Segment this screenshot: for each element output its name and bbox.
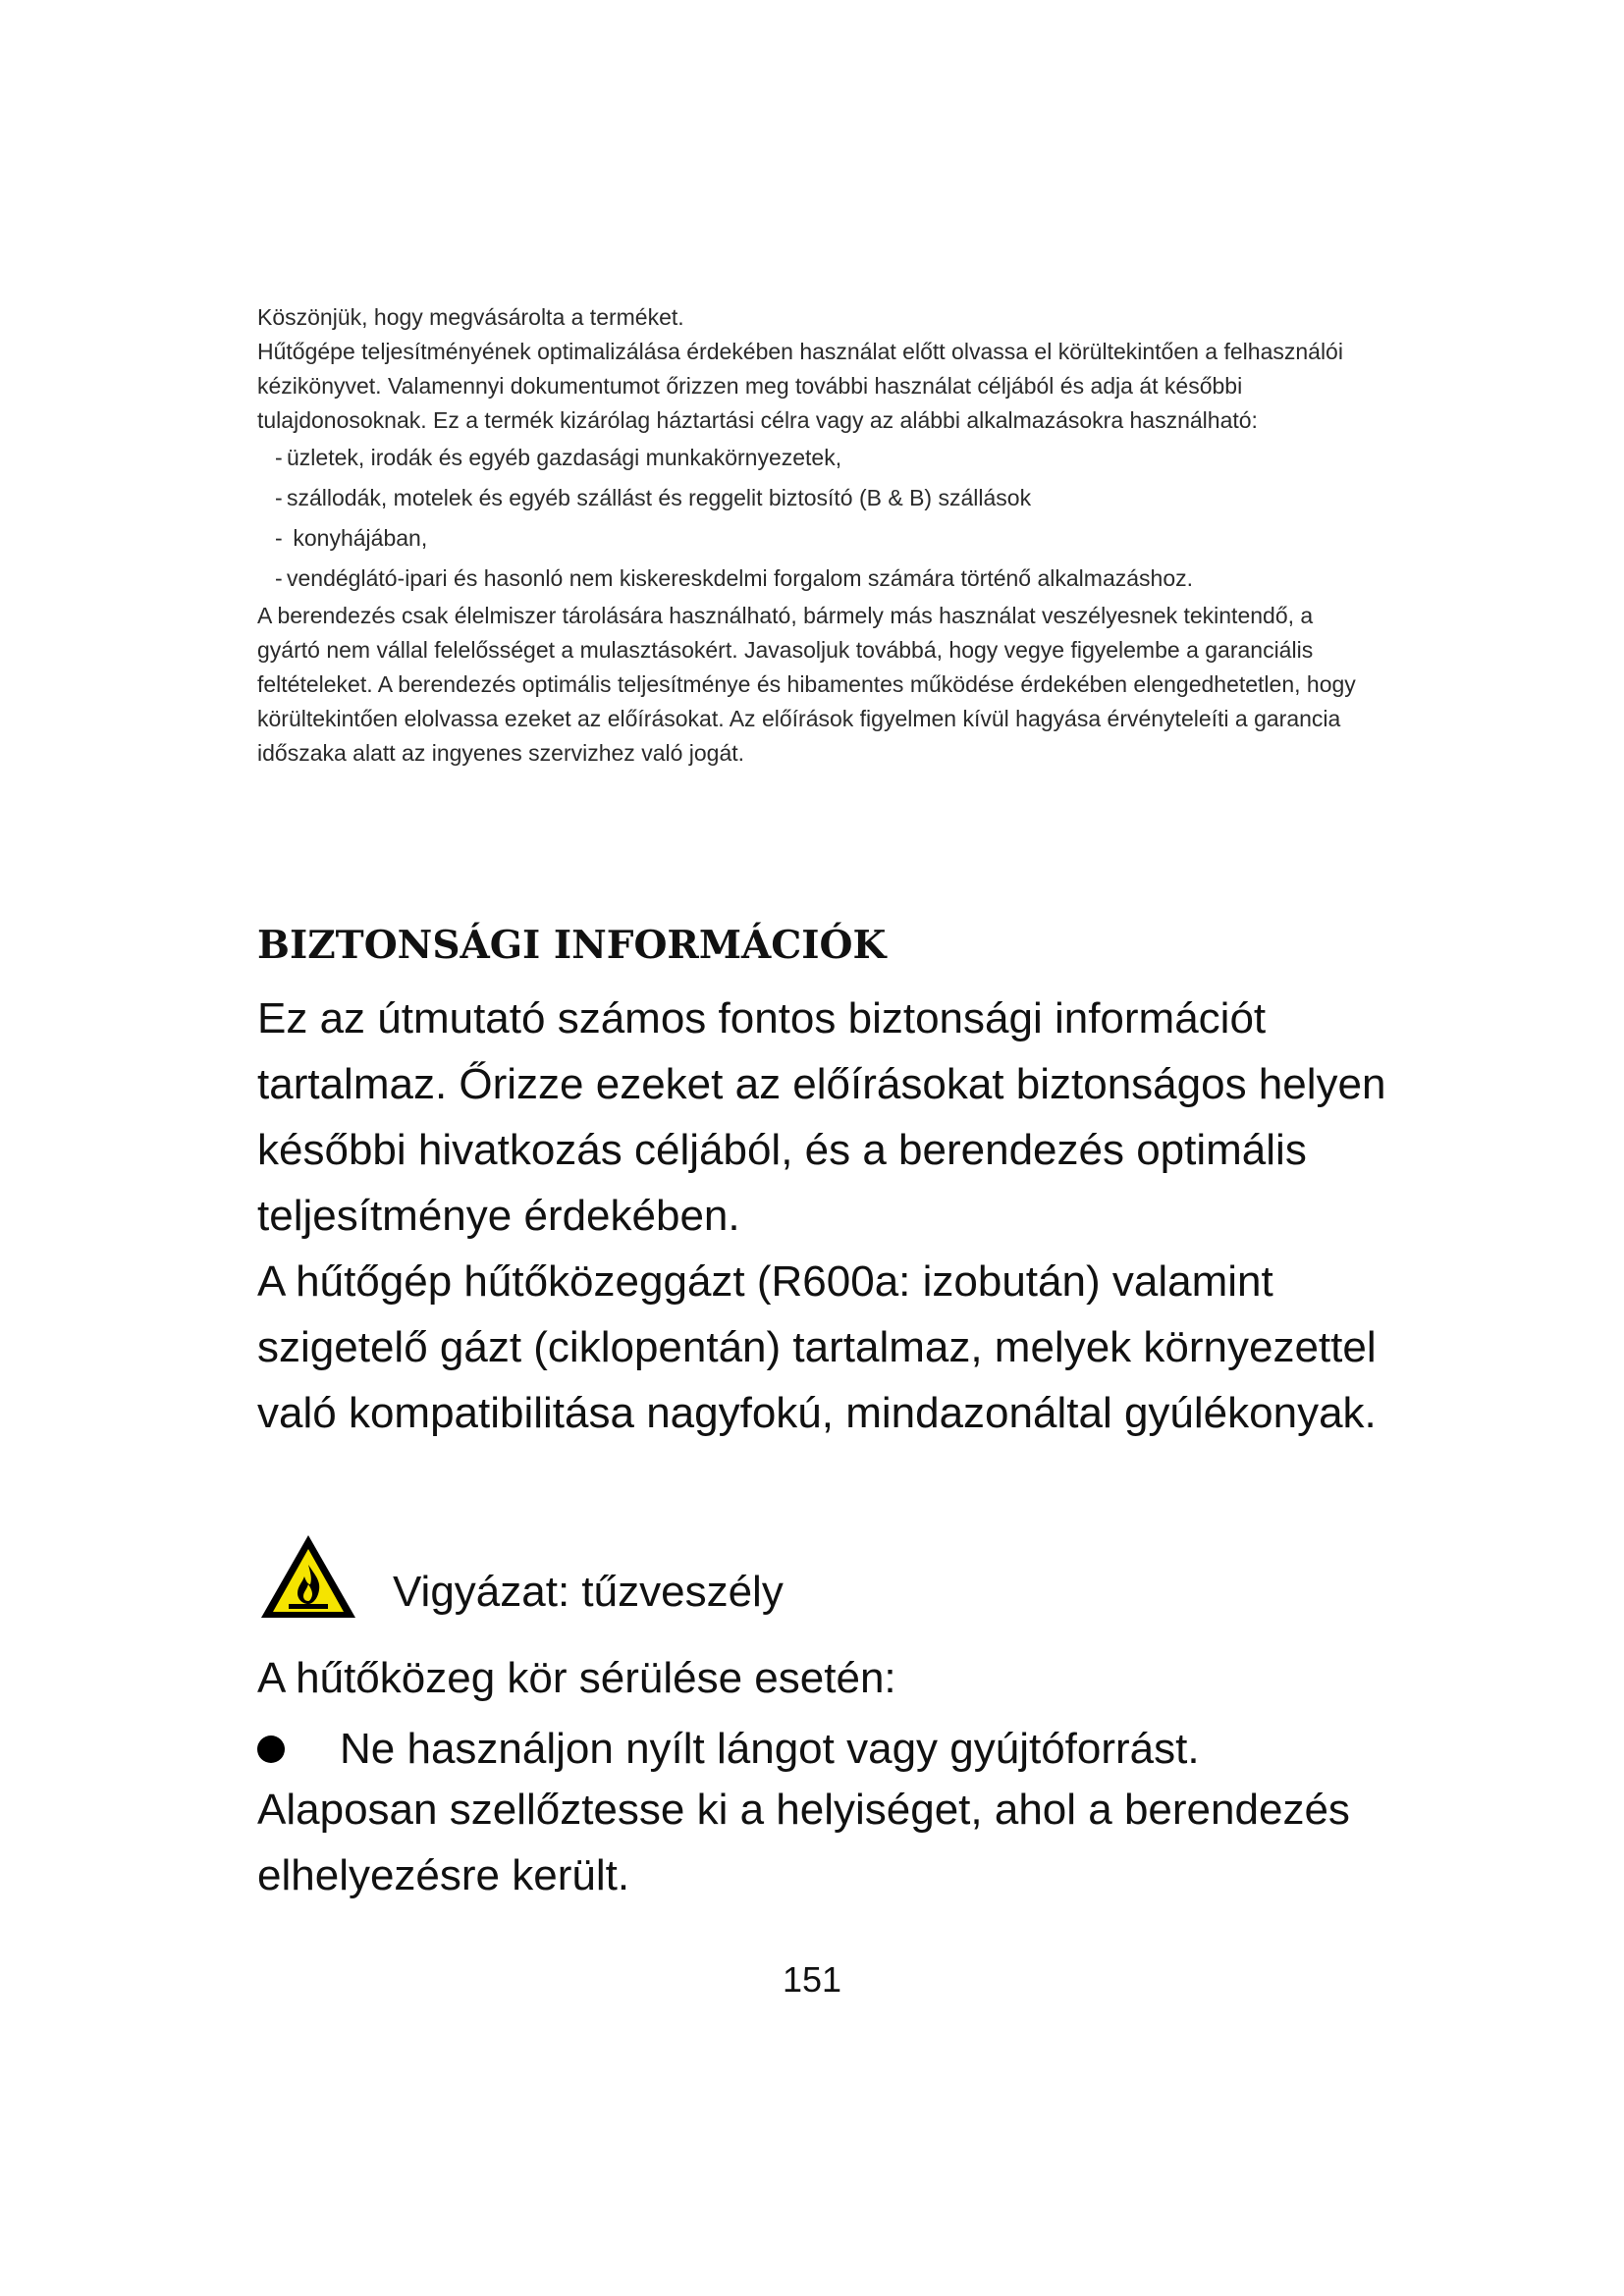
intro-thanks: Köszönjük, hogy megvásárolta a terméket. [257,304,684,330]
intro-section [257,300,1377,771]
list-item: - vendéglátó-ipari és hasonló nem kiskereskdelmi forgalom számára történő alkalmazáshoz. [275,565,1193,591]
usage-list [257,438,1377,599]
list-item: - üzletek, irodák és egyéb gazdasági munkakörnyezetek, [275,445,842,470]
intro-paragraph-1: Hűtőgépe teljesítményének optimalizálása érdekében használat előtt olvassa el körültekintően a felhasználói kézikönyvet. Valamennyi dokumentumot őrizzen meg további használat céljából és adja át későbbi tulajdonosoknak. Ez a termék kizárólag háztartási célra vagy az alábbi alkalmazásokra használható: [257,339,1343,433]
warning-text: Vigyázat: tűzveszély [393,1568,784,1616]
ventilate-text: Alaposan szellőztesse ki a helyiséget, ahol a berendezés elhelyezésre került. [257,1786,1350,1899]
safety-paragraph-2: A hűtőgép hűtőközeggázt (R600a: izobután) valamint szigetelő gázt (ciklopentán) tartalmaz, melyek környezettel való kompatibilitása nagyfokú, mindazonáltal gyúlékonyak. [257,1257,1377,1437]
intro-paragraph-2: A berendezés csak élelmiszer tárolására használható, bármely más használat veszélyesnek tekintendő, a gyártó nem vállal felelősséget a mulasztásokért. Javasoljuk továbbá, hogy vegye figyelembe a garanciális feltételeket. A berendezés optimális teljesítménye és hibamentes működése érdekében elengedhetetlen, hogy körültekintően elolvassa ezeket az előírásokat. Az előírások figyelmen kívül hagyása érvényteleíti a garancia időszaka alatt az ingyenes szervizhez való jogát. [257,603,1356,766]
warning-row [257,1523,784,1622]
circuit-damage-text: A hűtőközeg kör sérülése esetén: [257,1654,896,1702]
list-item: - szállodák, motelek és egyéb szállást és reggelit biztosító (B & B) szállások [275,485,1032,510]
flammable-warning-icon [257,1531,359,1622]
bullet-item [257,1720,1200,1779]
section-title: BIZTONSÁGI INFORMÁCIÓK [257,923,887,968]
safety-paragraph-1: Ez az útmutató számos fontos biztonsági információt tartalmaz. Őrizze ezeket az előírásokat biztonságos helyen későbbi hivatkozás céljából, és a berendezés optimális teljesítménye érdekében. [257,994,1386,1240]
bullet-dot-icon [257,1735,285,1763]
bullet-text: Ne használjon nyílt lángot vagy gyújtóforrást. [340,1725,1200,1773]
page-number: 151 [782,1959,842,2000]
list-item: - konyhájában, [275,525,428,551]
